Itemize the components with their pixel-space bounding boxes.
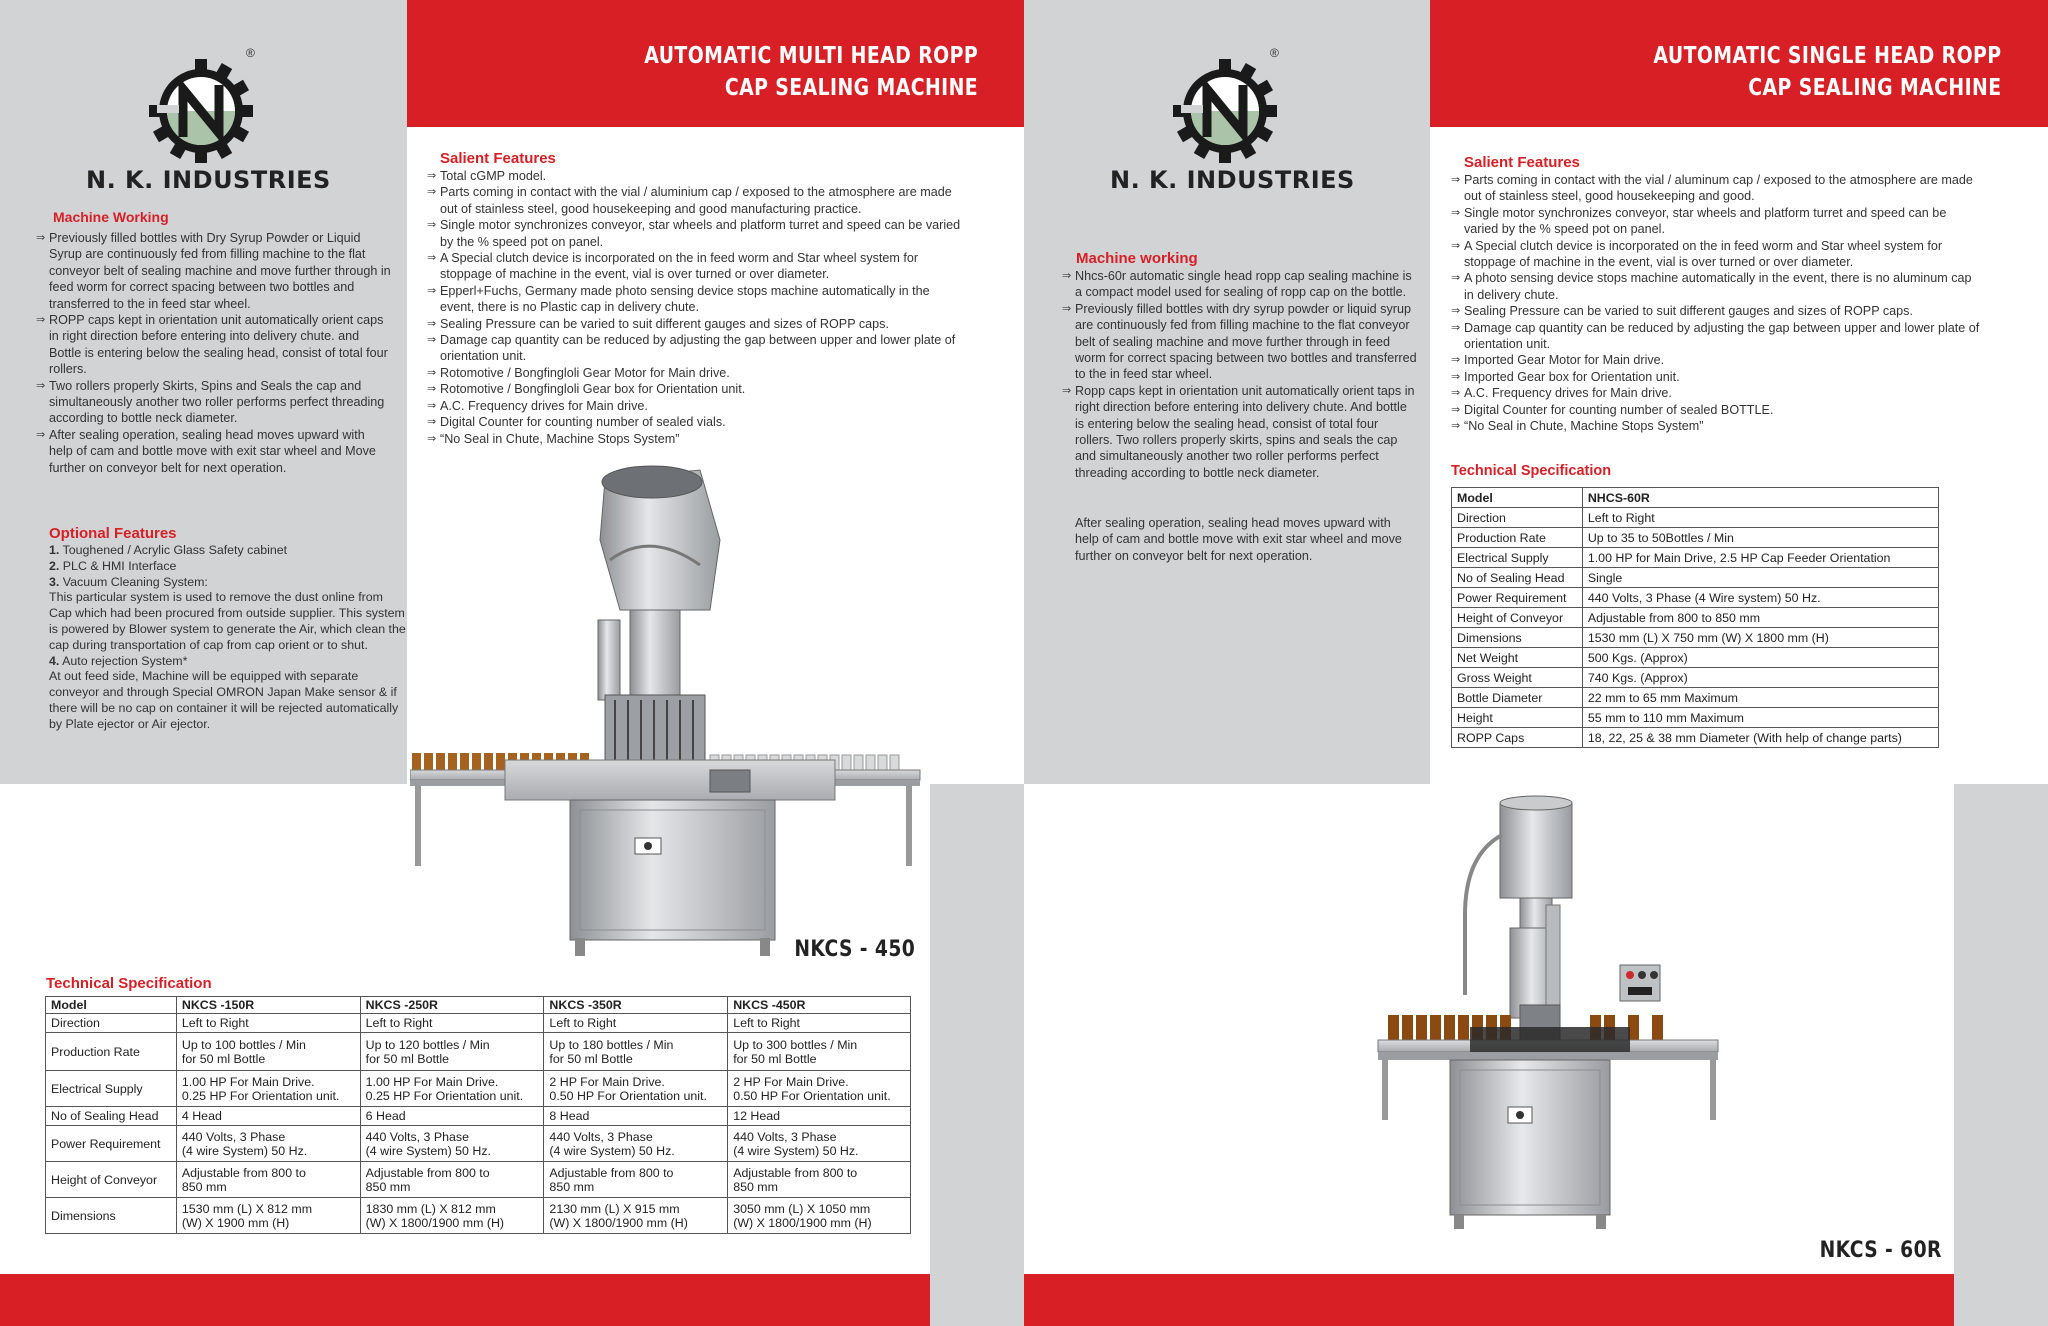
- table-cell: Height of Conveyor: [46, 1162, 177, 1198]
- table-cell: 1530 mm (L) X 812 mm (W) X 1900 mm (H): [176, 1198, 360, 1234]
- left-tech-spec-heading: Technical Specification: [46, 975, 212, 992]
- list-item: ⇒ Nhcs-60r automatic single head ropp cap sealing machine is a compact model used for sealing of ropp cap on the bottle.: [1062, 268, 1418, 301]
- table-cell: 440 Volts, 3 Phase (4 wire System) 50 Hz.: [176, 1126, 360, 1162]
- optional-item-1: 1. Toughened / Acrylic Glass Safety cabinet: [49, 543, 288, 557]
- table-cell: 440 Volts, 3 Phase (4 wire System) 50 Hz.: [544, 1126, 728, 1162]
- table-row: [1452, 488, 1939, 508]
- table-cell: Production Rate: [1452, 528, 1583, 548]
- table-cell: 55 mm to 110 mm Maximum: [1582, 708, 1938, 728]
- table-cell: Single: [1582, 568, 1938, 588]
- optional-features-list: [49, 543, 407, 733]
- list-item: ⇒ A.C. Frequency drives for Main drive.: [427, 398, 967, 414]
- list-item: ⇒ Parts coming in contact with the vial / aluminium cap / exposed to the atmosphere are made out of stainless steel, good housekeeping and good manufacturing practice.: [427, 184, 967, 217]
- table-cell: 8 Head: [544, 1107, 728, 1126]
- gear-logo-icon: [1172, 58, 1282, 168]
- left-salient-heading: Salient Features: [440, 150, 556, 167]
- table-cell: 500 Kgs. (Approx): [1582, 648, 1938, 668]
- table-cell: NKCS -350R: [544, 997, 728, 1014]
- list-item: ⇒ ROPP caps kept in orientation unit automatically orient caps in right direction before entering into delivery chute. and Bottle is entering below the sealing head, consist of total four rollers.: [36, 312, 391, 378]
- table-cell: Net Weight: [1452, 648, 1583, 668]
- list-item: ⇒ Previously filled bottles with Dry Syrup Powder or Liquid Syrup are continuously fed from filling machine to the flat conveyor belt of sealing machine and move further through in feed worm for correct spacing between two bottles and transferred to the in feed star wheel.: [36, 230, 391, 312]
- table-cell: Dimensions: [46, 1198, 177, 1234]
- table-row: [1452, 628, 1939, 648]
- table-cell: 440 Volts, 3 Phase (4 wire System) 50 Hz.: [728, 1126, 911, 1162]
- left-company-logo: [148, 58, 258, 168]
- table-row: [46, 1033, 911, 1071]
- table-cell: Height of Conveyor: [1452, 608, 1583, 628]
- right-salient-heading: Salient Features: [1464, 154, 1580, 171]
- right-machine-working-list: [1062, 268, 1418, 481]
- list-item: ⇒ A.C. Frequency drives for Main drive.: [1451, 385, 1984, 401]
- table-cell: Model: [1452, 488, 1583, 508]
- right-banner-line2: CAP SEALING MACHINE: [1748, 75, 2002, 101]
- right-company-name: N. K. INDUSTRIES: [1110, 166, 1355, 194]
- table-cell: Production Rate: [46, 1033, 177, 1071]
- optional-features-heading: Optional Features: [49, 525, 177, 542]
- table-cell: 740 Kgs. (Approx): [1582, 668, 1938, 688]
- list-item: ⇒ Sealing Pressure can be varied to suit different gauges and sizes of ROPP caps.: [427, 316, 967, 332]
- optional-item-2: 2. PLC & HMI Interface: [49, 558, 177, 573]
- table-cell: Adjustable from 800 to 850 mm: [176, 1162, 360, 1198]
- table-row: [1452, 648, 1939, 668]
- list-item: ⇒ Imported Gear Motor for Main drive.: [1451, 352, 1984, 368]
- table-cell: Up to 180 bottles / Min for 50 ml Bottle: [544, 1033, 728, 1071]
- list-item: ⇒ A Special clutch device is incorporated on the in feed worm and Star wheel system for stoppage of machine in the event, vial is over turned or over diameter.: [427, 250, 967, 283]
- table-cell: No of Sealing Head: [46, 1107, 177, 1126]
- list-item: ⇒ A photo sensing device stops machine automatically in the event, there is no aluminum cap in delivery chute.: [1451, 270, 1984, 303]
- list-item: ⇒ Damage cap quantity can be reduced by adjusting the gap between upper and lower plate of orientation unit.: [1451, 320, 1984, 353]
- table-cell: Adjustable from 800 to 850 mm: [1582, 608, 1938, 628]
- single-head-machine-image: [1370, 795, 1820, 1235]
- table-cell: Gross Weight: [1452, 668, 1583, 688]
- list-item: ⇒ After sealing operation, sealing head moves upward with help of cam and bottle move with exit star wheel and Move further on conveyor belt for next operation.: [36, 427, 391, 476]
- table-cell: 440 Volts, 3 Phase (4 wire System) 50 Hz.: [360, 1126, 544, 1162]
- right-registered-mark: ®: [1270, 46, 1279, 60]
- right-right-gray-strip: [1954, 784, 2048, 1326]
- table-cell: 440 Volts, 3 Phase (4 Wire system) 50 Hz.: [1582, 588, 1938, 608]
- table-cell: Power Requirement: [46, 1126, 177, 1162]
- table-row: [1452, 728, 1939, 748]
- left-banner-title: [571, 40, 978, 104]
- table-cell: Left to Right: [544, 1014, 728, 1033]
- table-cell: 2 HP For Main Drive. 0.50 HP For Orientation unit.: [728, 1071, 911, 1107]
- list-item: ⇒ Ropp caps kept in orientation unit automatically orient taps in right direction before entering into delivery chute. And bottle is entering below the sealing head, consist of total four rollers. Two rollers properly skirts, spins and seals the cap and simultaneously another two roller performs perfect threading according to bottle neck diameter.: [1062, 383, 1418, 481]
- list-item: ⇒ A Special clutch device is incorporated on the in feed worm and Star wheel system for stoppage of machine in the event, vial is over turned or over diameter.: [1451, 238, 1984, 271]
- table-cell: Bottle Diameter: [1452, 688, 1583, 708]
- table-cell: NKCS -150R: [176, 997, 360, 1014]
- right-machine-working-tail: After sealing operation, sealing head moves upward with help of cam and bottle move with exit star wheel and move further on conveyor belt for next operation.: [1075, 516, 1402, 563]
- list-item: ⇒ Previously filled bottles with dry syrup powder or liquid syrup are continuously fed from filling machine to the flat conveyor belt of sealing machine and move further through in feed worm for correct spacing between two bottles and transferred to the in feed star wheel.: [1062, 301, 1418, 383]
- table-cell: 2130 mm (L) X 915 mm (W) X 1800/1900 mm (H): [544, 1198, 728, 1234]
- table-cell: 1.00 HP For Main Drive. 0.25 HP For Orientation unit.: [360, 1071, 544, 1107]
- table-cell: Dimensions: [1452, 628, 1583, 648]
- optional-item-3: 3. Vacuum Cleaning System:: [49, 574, 208, 589]
- list-item: ⇒ “No Seal in Chute, Machine Stops System”: [427, 431, 967, 447]
- table-cell: 12 Head: [728, 1107, 911, 1126]
- table-cell: 1.00 HP for Main Drive, 2.5 HP Cap Feeder Orientation: [1582, 548, 1938, 568]
- table-cell: Direction: [1452, 508, 1583, 528]
- table-cell: ROPP Caps: [1452, 728, 1583, 748]
- table-cell: Height: [1452, 708, 1583, 728]
- table-cell: 6 Head: [360, 1107, 544, 1126]
- list-item: ⇒ Sealing Pressure can be varied to suit different gauges and sizes of ROPP caps.: [1451, 303, 1984, 319]
- table-cell: 4 Head: [176, 1107, 360, 1126]
- table-cell: Electrical Supply: [46, 1071, 177, 1107]
- list-item: ⇒ Parts coming in contact with the vial / aluminum cap / exposed to the atmosphere are made out of stainless steel, good housekeeping and good.: [1451, 172, 1984, 205]
- optional-item-4: 4. Auto rejection System*: [49, 653, 188, 668]
- multi-head-machine-image: [410, 460, 930, 960]
- table-cell: 1530 mm (L) X 750 mm (W) X 1800 mm (H): [1582, 628, 1938, 648]
- table-row: [1452, 668, 1939, 688]
- table-cell: Left to Right: [1582, 508, 1938, 528]
- right-banner-line1: AUTOMATIC SINGLE HEAD ROPP: [1653, 43, 2002, 69]
- left-banner-line2: CAP SEALING MACHINE: [724, 75, 978, 101]
- table-row: [46, 1107, 911, 1126]
- table-row: [1452, 508, 1939, 528]
- right-footer-bar: [1024, 1274, 1954, 1326]
- table-cell: Model: [46, 997, 177, 1014]
- list-item: ⇒ Imported Gear box for Orientation unit.: [1451, 369, 1984, 385]
- right-machine-working-heading: Machine working: [1076, 250, 1198, 267]
- table-cell: Direction: [46, 1014, 177, 1033]
- table-row: [1452, 608, 1939, 628]
- left-machine-working-heading: Machine Working: [53, 209, 169, 225]
- table-cell: Up to 300 bottles / Min for 50 ml Bottle: [728, 1033, 911, 1071]
- table-row: [1452, 688, 1939, 708]
- table-row: [1452, 708, 1939, 728]
- table-row: [1452, 548, 1939, 568]
- table-cell: Up to 120 bottles / Min for 50 ml Bottle: [360, 1033, 544, 1071]
- left-company-name: N. K. INDUSTRIES: [86, 166, 331, 194]
- list-item: ⇒ Two rollers properly Skirts, Spins and Seals the cap and simultaneously another two roller performs perfect threading according to bottle neck diameter.: [36, 378, 391, 427]
- table-cell: Adjustable from 800 to 850 mm: [360, 1162, 544, 1198]
- table-row: [1452, 588, 1939, 608]
- table-row: [1452, 528, 1939, 548]
- left-salient-list: [427, 168, 967, 447]
- table-cell: Power Requirement: [1452, 588, 1583, 608]
- table-cell: 22 mm to 65 mm Maximum: [1582, 688, 1938, 708]
- right-banner-title: [1577, 40, 2002, 104]
- table-row: [46, 1071, 911, 1107]
- table-cell: NKCS -250R: [360, 997, 544, 1014]
- list-item: ⇒ Digital Counter for counting number of sealed vials.: [427, 414, 967, 430]
- optional-item-4-desc: At out feed side, Machine will be equipped with separate conveyor and through Special OMRON Japan Make sensor & if there will be no cap on container it will be rejected automatically by Plate ejector or Air ejector.: [49, 669, 399, 731]
- table-cell: 1.00 HP For Main Drive. 0.25 HP For Orientation unit.: [176, 1071, 360, 1107]
- table-cell: Up to 35 to 50Bottles / Min: [1582, 528, 1938, 548]
- right-spec-table: [1451, 487, 1939, 748]
- table-cell: NHCS-60R: [1582, 488, 1938, 508]
- left-right-gray-strip: [930, 784, 1024, 1326]
- left-machine-working-list: [36, 230, 391, 476]
- table-cell: No of Sealing Head: [1452, 568, 1583, 588]
- table-row: [46, 1162, 911, 1198]
- right-model-label: NKCS - 60R: [1819, 1238, 1942, 1263]
- table-cell: Left to Right: [176, 1014, 360, 1033]
- optional-item-3-desc: This particular system is used to remove the dust online from Cap which had been procured from outside supplier. This system is powered by Blower system to generate the Air, which clean the cap during transportation of cap from cap orient or to shut.: [49, 590, 406, 652]
- table-cell: Adjustable from 800 to 850 mm: [728, 1162, 911, 1198]
- list-item: ⇒ “No Seal in Chute, Machine Stops System”: [1451, 418, 1984, 434]
- list-item: ⇒ Damage cap quantity can be reduced by adjusting the gap between upper and lower plate of orientation unit.: [427, 332, 967, 365]
- list-item: ⇒ Digital Counter for counting number of sealed BOTTLE.: [1451, 402, 1984, 418]
- list-item: ⇒ Single motor synchronizes conveyor, star wheels and platform turret and speed can be varied by the % speed pot on panel.: [427, 217, 967, 250]
- left-model-label: NKCS - 450: [794, 937, 915, 962]
- table-row: [46, 1014, 911, 1033]
- right-company-logo: [1172, 58, 1282, 168]
- left-banner-line1: AUTOMATIC MULTI HEAD ROPP: [644, 43, 978, 69]
- table-row: [46, 997, 911, 1014]
- left-footer-bar: [0, 1274, 930, 1326]
- table-cell: Electrical Supply: [1452, 548, 1583, 568]
- list-item: ⇒ Epperl+Fuchs, Germany made photo sensing device stops machine automatically in the event, there is no Plastic cap in delivery chute.: [427, 283, 967, 316]
- left-spec-table: [45, 996, 911, 1234]
- table-row: [46, 1198, 911, 1234]
- gear-logo-icon: [148, 58, 258, 168]
- right-salient-list: [1451, 172, 1984, 435]
- table-row: [46, 1126, 911, 1162]
- table-cell: 18, 22, 25 & 38 mm Diameter (With help of change parts): [1582, 728, 1938, 748]
- table-cell: Up to 100 bottles / Min for 50 ml Bottle: [176, 1033, 360, 1071]
- table-cell: Left to Right: [360, 1014, 544, 1033]
- table-cell: 3050 mm (L) X 1050 mm (W) X 1800/1900 mm (H): [728, 1198, 911, 1234]
- table-cell: 1830 mm (L) X 812 mm (W) X 1800/1900 mm (H): [360, 1198, 544, 1234]
- list-item: ⇒ Single motor synchronizes conveyor, star wheels and platform turret and speed can be varied by the % speed pot on panel.: [1451, 205, 1984, 238]
- list-item: ⇒ Total cGMP model.: [427, 168, 967, 184]
- table-row: [1452, 568, 1939, 588]
- table-cell: Adjustable from 800 to 850 mm: [544, 1162, 728, 1198]
- list-item: ⇒ Rotomotive / Bongfingloli Gear box for Orientation unit.: [427, 381, 967, 397]
- table-cell: 2 HP For Main Drive. 0.50 HP For Orientation unit.: [544, 1071, 728, 1107]
- left-registered-mark: ®: [246, 46, 255, 60]
- list-item: ⇒ Rotomotive / Bongfingloli Gear Motor for Main drive.: [427, 365, 967, 381]
- table-cell: Left to Right: [728, 1014, 911, 1033]
- table-cell: NKCS -450R: [728, 997, 911, 1014]
- right-tech-spec-heading: Technical Specification: [1451, 463, 1612, 479]
